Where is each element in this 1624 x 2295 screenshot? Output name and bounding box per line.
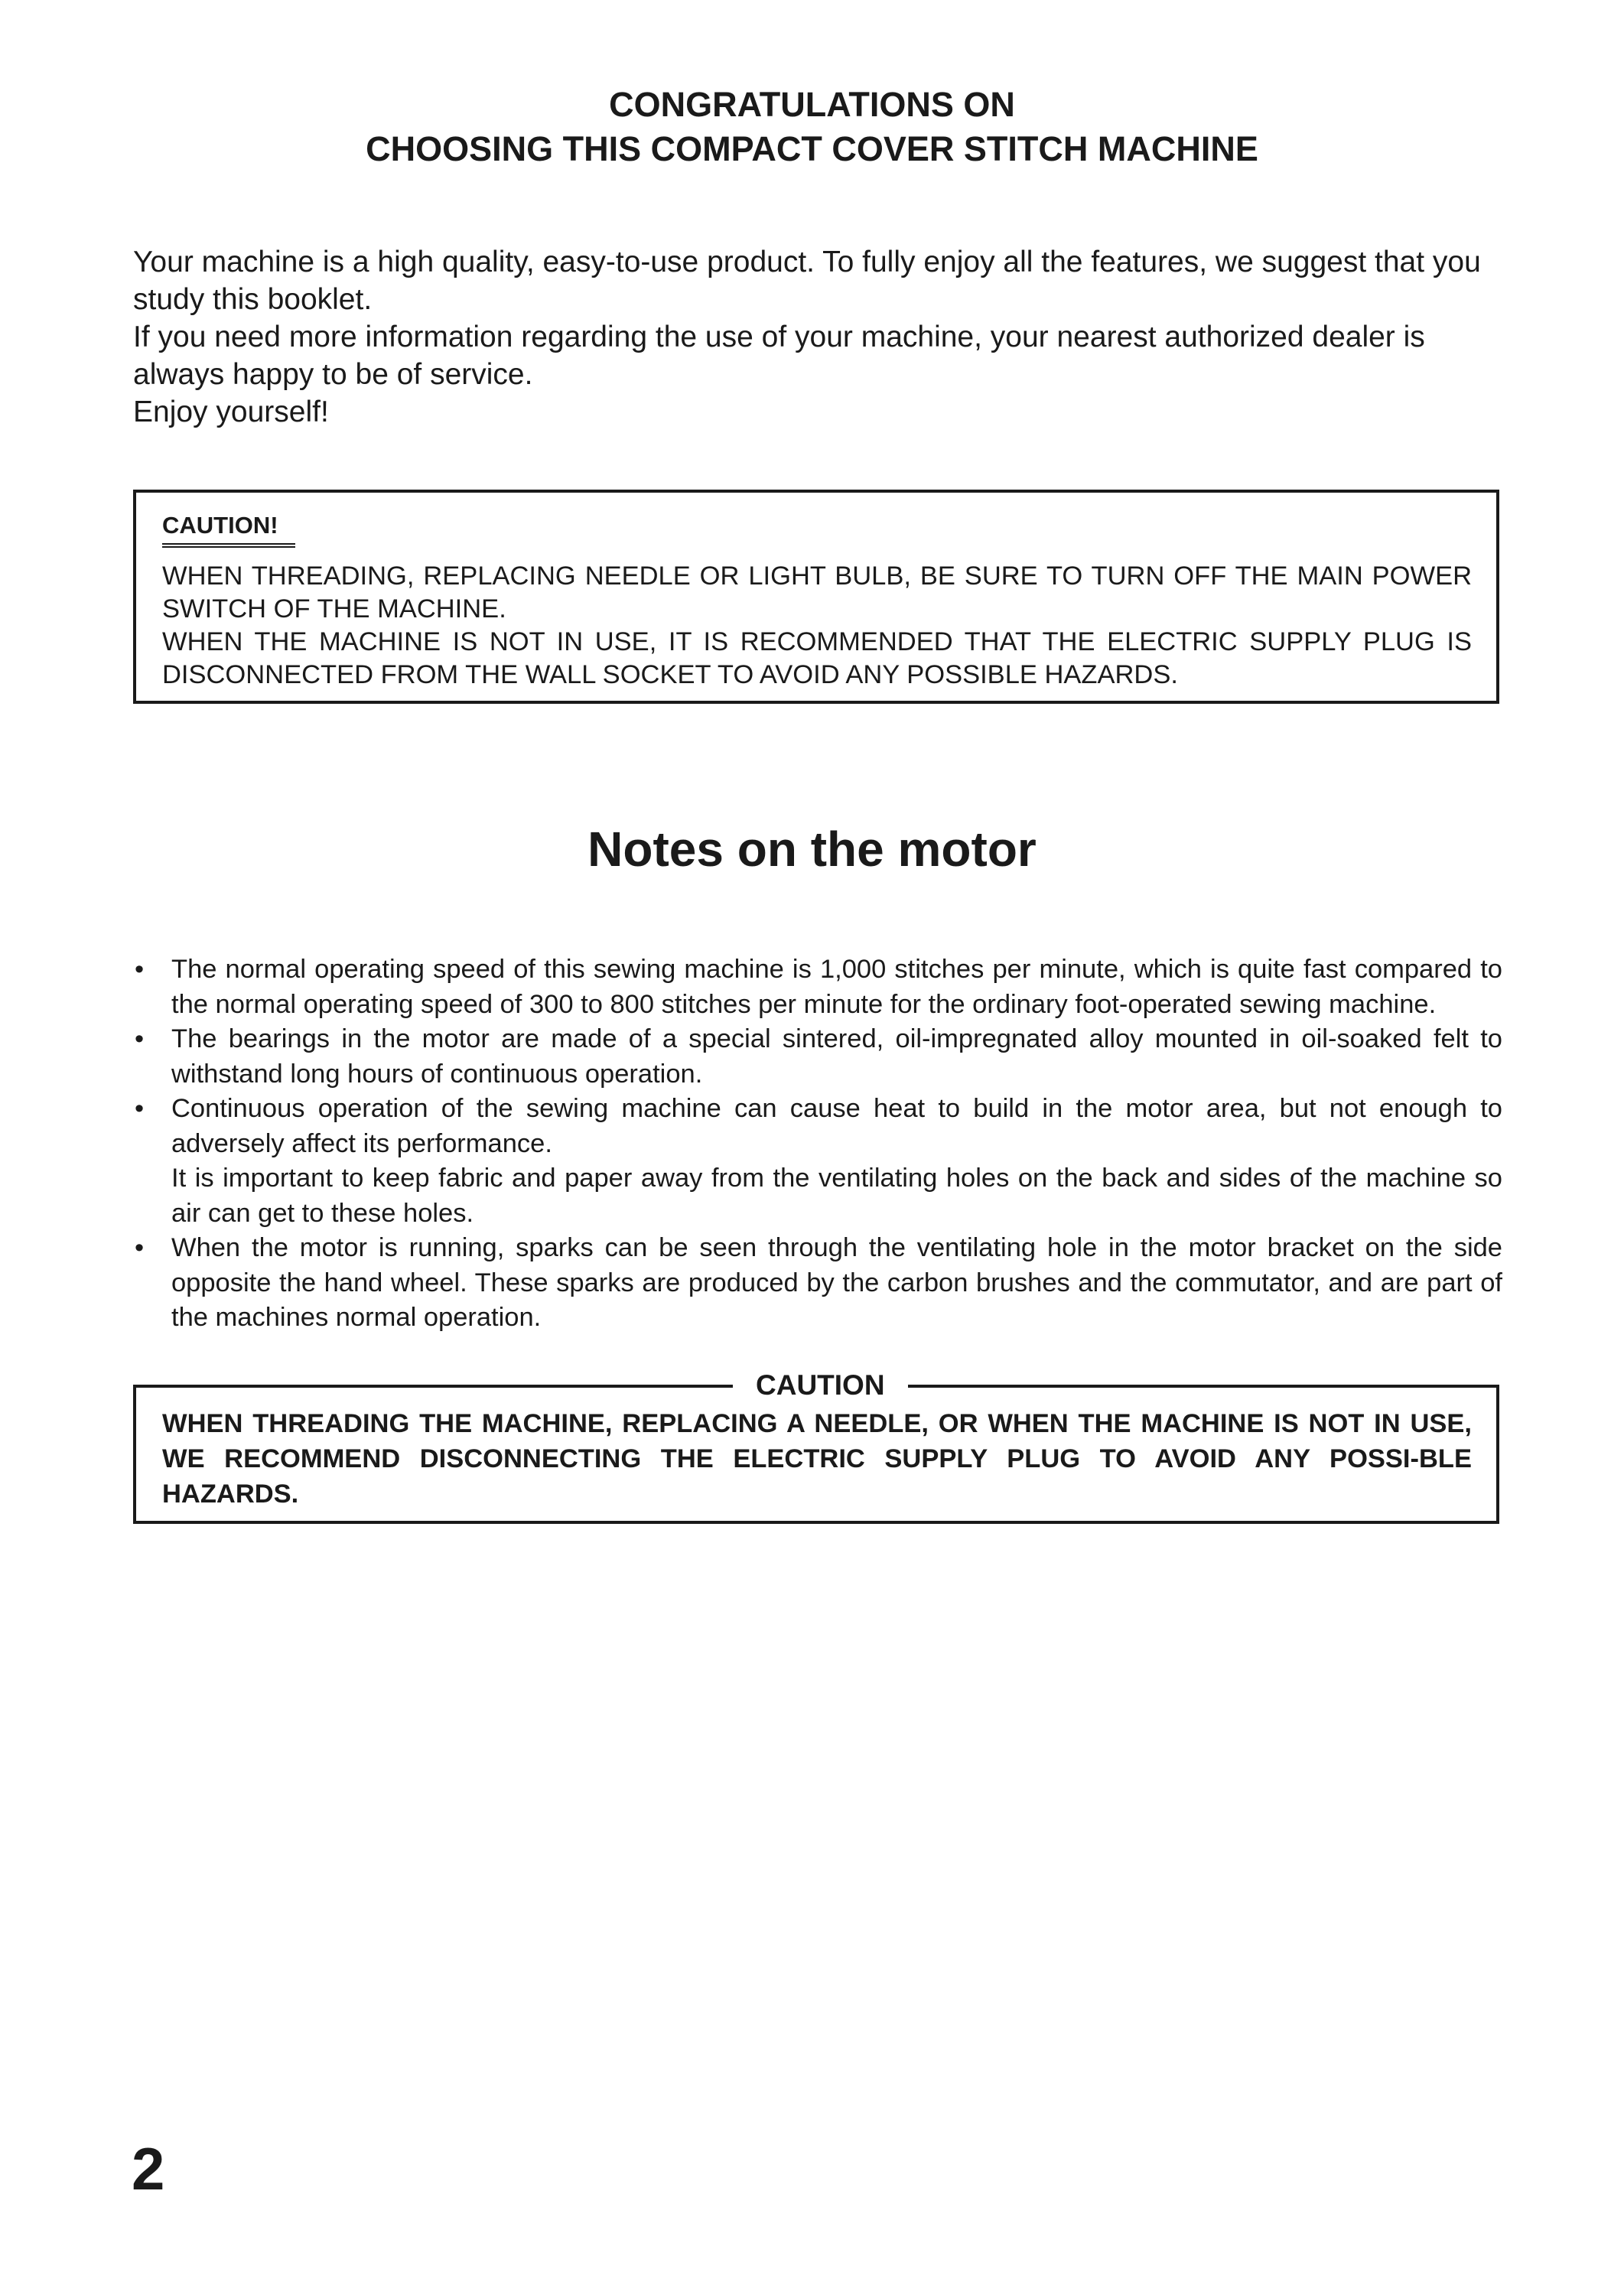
page-number: 2	[132, 2135, 165, 2202]
bullet-icon: •	[135, 1233, 145, 1262]
intro-text	[133, 243, 1502, 431]
caution-title: CAUTION!	[162, 511, 295, 548]
bullet-icon: •	[135, 1024, 145, 1053]
intro-paragraph: Your machine is a high quality, easy-to-use product. To fully enjoy all the features, we suggest that you study this booklet.	[133, 246, 1481, 316]
list-item-text: It is important to keep fabric and paper away from the ventilating holes on the back and sides of the machine so air can get to these holes.	[171, 1164, 1502, 1228]
list-item-text: When the motor is running, sparks can be seen through the ventilating hole in the motor bracket on the side opposite the hand wheel. These sparks are produced by the carbon brushes and the commutator, and are part of the machines normal operation.	[171, 1233, 1502, 1332]
caution-text	[162, 560, 1472, 692]
caution-box-power-switch	[133, 490, 1499, 704]
motor-notes-list	[133, 952, 1502, 1336]
list-item	[133, 1092, 1502, 1231]
page-heading	[0, 83, 1624, 171]
bullet-icon: •	[135, 955, 145, 984]
list-item	[133, 952, 1502, 1022]
list-item-text: Continuous operation of the sewing machine can cause heat to build in the motor area, but not enough to adversely affect its performance.	[171, 1094, 1502, 1158]
heading-line-1: CONGRATULATIONS ON	[609, 85, 1015, 124]
caution-title: CAUTION	[733, 1366, 908, 1405]
intro-paragraph: Enjoy yourself!	[133, 396, 329, 428]
list-item	[133, 1022, 1502, 1092]
list-item	[133, 1231, 1502, 1336]
intro-paragraph: If you need more information regarding the use of your machine, your nearest authorized dealer is always happy to be of service.	[133, 321, 1425, 391]
list-item-text: The bearings in the motor are made of a special sintered, oil-impregnated alloy mounted in oil-soaked felt to withstand long hours of continuous operation.	[171, 1024, 1502, 1089]
caution-box-disconnect	[133, 1369, 1499, 1524]
heading-line-2: CHOOSING THIS COMPACT COVER STITCH MACHINE	[366, 129, 1258, 168]
caution-text: WHEN THREADING THE MACHINE, REPLACING A NEEDLE, OR WHEN THE MACHINE IS NOT IN USE, WE RECOMMEND DISCONNECTING THE ELECTRIC SUPPLY PLUG TO AVOID ANY POSSI-BLE HAZARDS.	[162, 1409, 1472, 1509]
caution-paragraph: WHEN THREADING, REPLACING NEEDLE OR LIGHT BULB, BE SURE TO TURN OFF THE MAIN POWER SWITCH OF THE MACHINE.	[162, 562, 1472, 623]
list-item-text: The normal operating speed of this sewing machine is 1,000 stitches per minute, which is quite fast compared to the normal operating speed of 300 to 800 stitches per minute for the ordinary foot-operated sewing machine.	[171, 955, 1502, 1019]
caution-paragraph: WHEN THE MACHINE IS NOT IN USE, IT IS RECOMMENDED THAT THE ELECTRIC SUPPLY PLUG IS DISCONNECTED FROM THE WALL SOCKET TO AVOID ANY POSSIBLE HAZARDS.	[162, 627, 1472, 689]
bullet-icon: •	[135, 1094, 145, 1123]
section-title-motor: Notes on the motor	[587, 822, 1037, 877]
